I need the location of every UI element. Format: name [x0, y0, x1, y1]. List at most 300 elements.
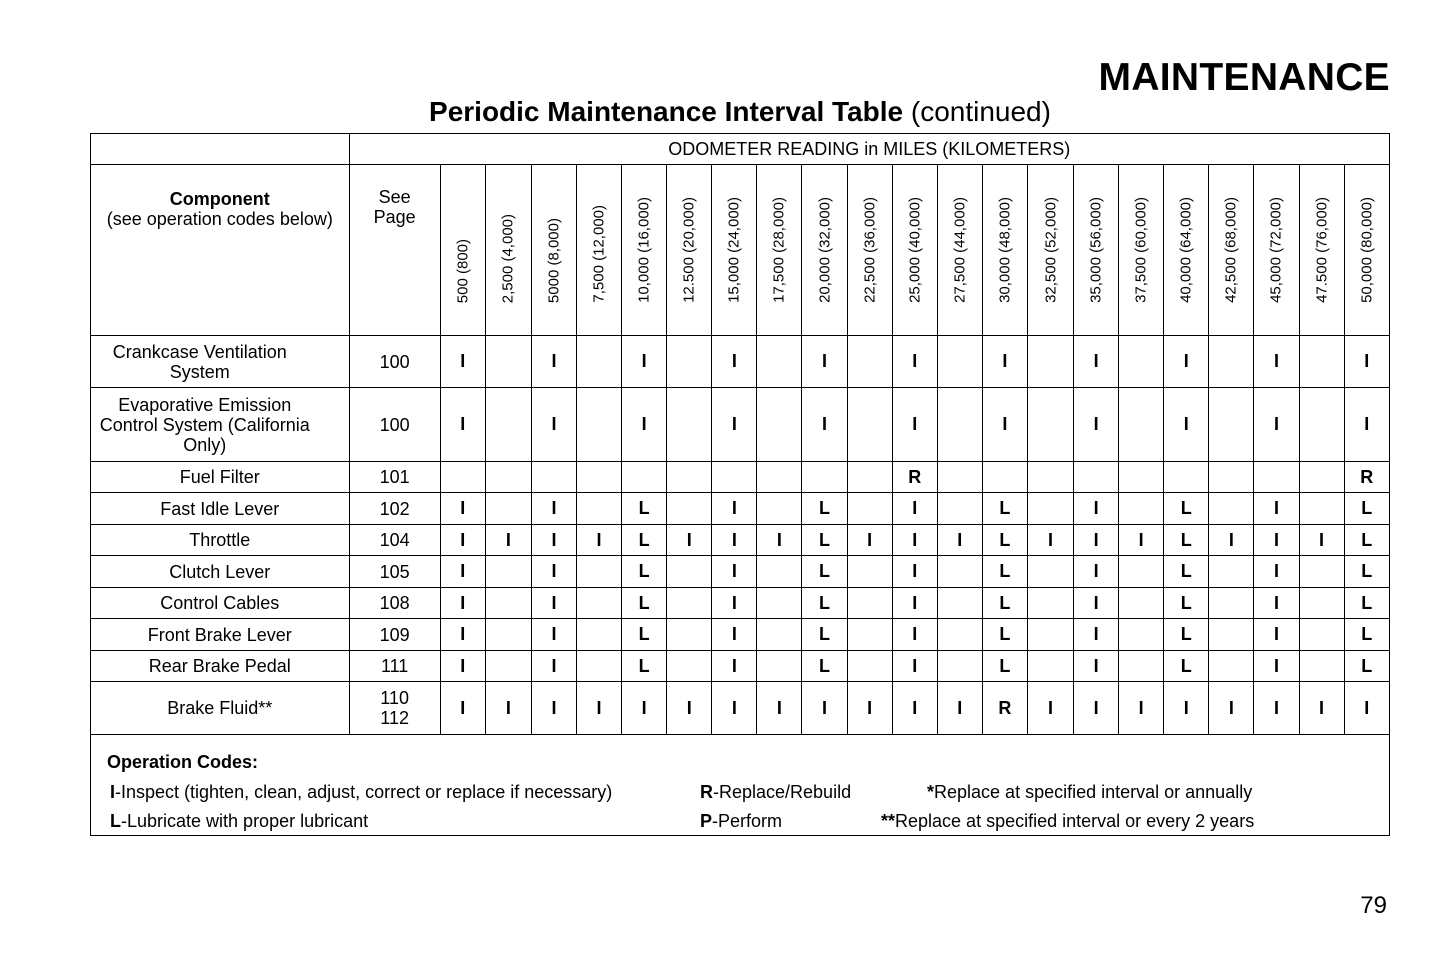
interval-mark-cell: L: [1164, 588, 1209, 619]
interval-mark-cell: [1119, 388, 1164, 462]
see-page-cell: [349, 493, 440, 525]
interval-header: [485, 165, 531, 336]
table-row: [91, 588, 1390, 619]
interval-mark-cell: I: [1074, 588, 1119, 619]
see-page-value: 100: [379, 351, 410, 372]
interval-label: 20,000 (32,000): [816, 197, 834, 303]
component-cell: Fuel Filter: [91, 462, 350, 493]
interval-header: [1299, 165, 1344, 336]
interval-label: 7,500 (12,000): [590, 205, 608, 303]
interval-mark-cell: [1209, 493, 1254, 525]
interval-mark-cell: I: [712, 651, 757, 682]
interval-mark-cell: L: [802, 493, 847, 525]
interval-mark-cell: I: [847, 525, 892, 556]
interval-mark-cell: [1119, 462, 1164, 493]
interval-mark-cell: I: [531, 336, 576, 388]
interval-mark-cell: [1027, 462, 1073, 493]
interval-mark-cell: [577, 462, 622, 493]
table-row: [91, 682, 1390, 735]
interval-mark-cell: R: [892, 462, 937, 493]
interval-mark-cell: I: [440, 619, 485, 651]
interval-mark-cell: I: [1254, 336, 1299, 388]
odometer-reading-header: ODOMETER READING in MILES (KILOMETERS): [349, 134, 1389, 165]
interval-mark-cell: I: [1027, 525, 1073, 556]
see-page-value: 101: [379, 467, 410, 487]
interval-mark-cell: I: [892, 588, 937, 619]
component-header-note: (see operation codes below): [106, 209, 333, 229]
interval-mark-cell: I: [531, 556, 576, 588]
interval-mark-cell: I: [712, 588, 757, 619]
interval-mark-cell: I: [1119, 682, 1164, 735]
interval-mark-cell: I: [892, 336, 937, 388]
component-cell: Rear Brake Pedal: [91, 651, 350, 682]
interval-label: 2,500 (4,000): [499, 213, 517, 303]
interval-mark-cell: I: [1254, 493, 1299, 525]
interval-mark-cell: L: [982, 556, 1027, 588]
component-column-header: [91, 165, 350, 336]
interval-mark-cell: I: [847, 682, 892, 735]
interval-mark-cell: [577, 619, 622, 651]
operation-codes-cell: [91, 735, 1390, 836]
interval-mark-cell: L: [802, 651, 847, 682]
interval-mark-cell: [485, 619, 531, 651]
interval-mark-cell: L: [1344, 556, 1389, 588]
interval-mark-cell: I: [892, 493, 937, 525]
interval-mark-cell: [667, 651, 712, 682]
interval-label: 35,000 (56,000): [1087, 197, 1105, 303]
see-page-value: 110 112: [380, 688, 409, 728]
interval-mark-cell: [712, 462, 757, 493]
table-row: [91, 336, 1390, 388]
interval-header: [1119, 165, 1164, 336]
interval-mark-cell: [1254, 462, 1299, 493]
interval-mark-cell: [937, 336, 982, 388]
see-page-cell: [349, 525, 440, 556]
interval-mark-cell: [667, 388, 712, 462]
interval-mark-cell: [1299, 336, 1344, 388]
interval-mark-cell: [1027, 336, 1073, 388]
interval-mark-cell: I: [531, 388, 576, 462]
component-cell: Evaporative Emission Control System (California Only): [91, 388, 350, 462]
interval-mark-cell: [577, 588, 622, 619]
interval-header: [802, 165, 847, 336]
interval-label: 500 (800): [454, 238, 472, 303]
interval-mark-cell: L: [1344, 619, 1389, 651]
interval-mark-cell: R: [982, 682, 1027, 735]
see-page-value: 100: [379, 414, 410, 435]
interval-mark-cell: [1119, 336, 1164, 388]
interval-mark-cell: [577, 651, 622, 682]
interval-mark-cell: [1299, 619, 1344, 651]
interval-mark-cell: [1209, 588, 1254, 619]
interval-mark-cell: I: [440, 682, 485, 735]
interval-mark-cell: [1119, 588, 1164, 619]
interval-mark-cell: L: [622, 588, 667, 619]
interval-label: 25,000 (40,000): [906, 197, 924, 303]
interval-mark-cell: I: [802, 682, 847, 735]
interval-mark-cell: I: [1119, 525, 1164, 556]
component-cell: Crankcase Ventilation System: [91, 336, 350, 388]
code-biennial-replace: **Replace at specified interval or every 2 years: [881, 811, 1255, 831]
interval-mark-cell: I: [531, 525, 576, 556]
interval-mark-cell: I: [892, 556, 937, 588]
interval-mark-cell: L: [1164, 651, 1209, 682]
interval-mark-cell: [1027, 619, 1073, 651]
see-page-cell: [349, 619, 440, 651]
interval-mark-cell: [1299, 388, 1344, 462]
interval-mark-cell: [1164, 462, 1209, 493]
interval-mark-cell: I: [1299, 525, 1344, 556]
interval-header: [757, 165, 802, 336]
interval-mark-cell: I: [1209, 525, 1254, 556]
interval-mark-cell: I: [712, 682, 757, 735]
interval-header: [667, 165, 712, 336]
interval-mark-cell: I: [1074, 525, 1119, 556]
interval-mark-cell: [847, 619, 892, 651]
table-row: [91, 462, 1390, 493]
table-row: [91, 556, 1390, 588]
interval-mark-cell: I: [1254, 556, 1299, 588]
operation-codes-title: Operation Codes:: [107, 752, 259, 772]
interval-mark-cell: [1209, 462, 1254, 493]
interval-mark-cell: I: [440, 525, 485, 556]
interval-mark-cell: [485, 556, 531, 588]
interval-header: [1254, 165, 1299, 336]
interval-mark-cell: I: [712, 556, 757, 588]
table-row: [91, 619, 1390, 651]
table-title-bold: Periodic Maintenance Interval Table: [429, 96, 904, 127]
interval-mark-cell: [847, 462, 892, 493]
interval-mark-cell: [485, 388, 531, 462]
see-page-label: See Page: [373, 187, 416, 227]
table-row: [91, 525, 1390, 556]
interval-mark-cell: I: [892, 525, 937, 556]
interval-label: 50,000 (80,000): [1358, 197, 1376, 303]
component-cell: Front Brake Lever: [91, 619, 350, 651]
interval-mark-cell: L: [982, 619, 1027, 651]
interval-mark-cell: [1119, 651, 1164, 682]
interval-mark-cell: L: [802, 556, 847, 588]
interval-label: 27,500 (44,000): [951, 197, 969, 303]
interval-label: 12.500 (20,000): [680, 197, 698, 303]
interval-mark-cell: I: [531, 619, 576, 651]
interval-mark-cell: I: [1074, 493, 1119, 525]
blank-header-cell: [91, 134, 350, 165]
interval-mark-cell: [1027, 556, 1073, 588]
interval-mark-cell: [485, 336, 531, 388]
interval-mark-cell: I: [712, 525, 757, 556]
interval-header: [622, 165, 667, 336]
interval-header: [712, 165, 757, 336]
interval-label: 47.500 (76,000): [1313, 197, 1331, 303]
interval-mark-cell: I: [757, 525, 802, 556]
interval-mark-cell: I: [1164, 682, 1209, 735]
interval-mark-cell: [757, 388, 802, 462]
component-cell: Throttle: [91, 525, 350, 556]
interval-label: 40,000 (64,000): [1177, 197, 1195, 303]
interval-mark-cell: I: [485, 682, 531, 735]
interval-mark-cell: [1209, 556, 1254, 588]
interval-mark-cell: [937, 588, 982, 619]
interval-mark-cell: [1299, 588, 1344, 619]
interval-mark-cell: I: [1074, 682, 1119, 735]
interval-header: [1209, 165, 1254, 336]
interval-mark-cell: I: [577, 682, 622, 735]
interval-header: [1344, 165, 1389, 336]
interval-mark-cell: I: [802, 388, 847, 462]
interval-mark-cell: I: [622, 682, 667, 735]
interval-mark-cell: I: [622, 336, 667, 388]
interval-mark-cell: I: [892, 388, 937, 462]
interval-mark-cell: L: [1344, 588, 1389, 619]
interval-mark-cell: I: [622, 388, 667, 462]
interval-mark-cell: [847, 651, 892, 682]
interval-mark-cell: L: [622, 556, 667, 588]
table-body: [91, 336, 1390, 735]
interval-mark-cell: [937, 388, 982, 462]
interval-mark-cell: R: [1344, 462, 1389, 493]
interval-mark-cell: L: [622, 651, 667, 682]
interval-mark-cell: I: [1074, 619, 1119, 651]
table-title: [0, 96, 1454, 128]
interval-mark-cell: [937, 619, 982, 651]
see-page-value: 102: [379, 498, 410, 519]
interval-mark-cell: I: [1344, 682, 1389, 735]
see-page-value: 108: [379, 593, 410, 613]
see-page-cell: [349, 336, 440, 388]
interval-mark-cell: [1299, 493, 1344, 525]
table-row: [91, 493, 1390, 525]
interval-mark-cell: [982, 462, 1027, 493]
interval-mark-cell: I: [531, 651, 576, 682]
interval-mark-cell: I: [712, 493, 757, 525]
code-annual-replace: *Replace at specified interval or annually: [927, 782, 1253, 802]
interval-mark-cell: [802, 462, 847, 493]
see-page-cell: [349, 556, 440, 588]
interval-mark-cell: [1027, 651, 1073, 682]
interval-header: [1074, 165, 1119, 336]
interval-mark-cell: I: [712, 619, 757, 651]
interval-mark-cell: I: [1074, 336, 1119, 388]
interval-mark-cell: [1299, 556, 1344, 588]
interval-mark-cell: I: [440, 556, 485, 588]
see-page-value: 105: [379, 561, 410, 582]
see-page-cell: [349, 682, 440, 735]
interval-mark-cell: L: [982, 493, 1027, 525]
interval-mark-cell: I: [757, 682, 802, 735]
interval-mark-cell: I: [440, 388, 485, 462]
interval-mark-cell: I: [1344, 388, 1389, 462]
interval-label: 17,500 (28,000): [770, 197, 788, 303]
interval-header: [1164, 165, 1209, 336]
interval-mark-cell: L: [1164, 493, 1209, 525]
interval-mark-cell: I: [440, 493, 485, 525]
interval-mark-cell: [577, 336, 622, 388]
interval-header: [937, 165, 982, 336]
interval-mark-cell: [1119, 493, 1164, 525]
interval-mark-cell: L: [802, 525, 847, 556]
interval-mark-cell: I: [712, 388, 757, 462]
interval-label: 42,500 (68,000): [1222, 197, 1240, 303]
interval-mark-cell: I: [1074, 388, 1119, 462]
interval-mark-cell: [847, 388, 892, 462]
interval-mark-cell: I: [892, 619, 937, 651]
see-page-value: 111: [380, 656, 409, 676]
interval-mark-cell: [847, 493, 892, 525]
interval-mark-cell: [1209, 336, 1254, 388]
interval-mark-cell: [757, 651, 802, 682]
operation-codes-legend: [91, 735, 1389, 835]
interval-header: [982, 165, 1027, 336]
interval-mark-cell: [757, 462, 802, 493]
see-page-cell: [349, 651, 440, 682]
interval-mark-cell: I: [577, 525, 622, 556]
interval-mark-cell: L: [1164, 619, 1209, 651]
interval-mark-cell: I: [440, 336, 485, 388]
interval-mark-cell: [577, 556, 622, 588]
interval-mark-cell: I: [1164, 388, 1209, 462]
interval-mark-cell: I: [1254, 619, 1299, 651]
interval-mark-cell: [1027, 388, 1073, 462]
interval-mark-cell: L: [982, 588, 1027, 619]
interval-mark-cell: L: [1164, 525, 1209, 556]
table-row: [91, 651, 1390, 682]
interval-mark-cell: I: [892, 682, 937, 735]
interval-mark-cell: [757, 336, 802, 388]
interval-mark-cell: L: [1344, 525, 1389, 556]
see-page-value: 109: [379, 624, 410, 645]
interval-mark-cell: [1299, 462, 1344, 493]
code-lubricate: L-Lubricate with proper lubricant: [110, 811, 369, 831]
interval-mark-cell: [531, 462, 576, 493]
see-page-cell: [349, 388, 440, 462]
interval-mark-cell: [667, 619, 712, 651]
interval-mark-cell: I: [1254, 588, 1299, 619]
interval-mark-cell: I: [1254, 682, 1299, 735]
code-perform: P-Perform: [700, 811, 783, 831]
see-page-cell: [349, 588, 440, 619]
interval-mark-cell: L: [1344, 493, 1389, 525]
interval-mark-cell: [1119, 619, 1164, 651]
interval-header: [440, 165, 485, 336]
interval-mark-cell: [622, 462, 667, 493]
see-page-column-header: [349, 165, 440, 336]
interval-mark-cell: [577, 388, 622, 462]
interval-label: 15,000 (24,000): [725, 197, 743, 303]
interval-mark-cell: [937, 651, 982, 682]
interval-mark-cell: I: [937, 682, 982, 735]
interval-mark-cell: [485, 462, 531, 493]
page-number: 79: [1360, 892, 1387, 919]
interval-mark-cell: [757, 588, 802, 619]
interval-mark-cell: I: [1299, 682, 1344, 735]
interval-mark-cell: I: [982, 388, 1027, 462]
interval-mark-cell: L: [982, 651, 1027, 682]
interval-header: [892, 165, 937, 336]
interval-mark-cell: [667, 493, 712, 525]
interval-mark-cell: I: [802, 336, 847, 388]
interval-mark-cell: [667, 336, 712, 388]
interval-mark-cell: [485, 651, 531, 682]
interval-mark-cell: L: [622, 493, 667, 525]
interval-label: 22,500 (36,000): [861, 197, 879, 303]
interval-label: 37,500 (60,000): [1132, 197, 1150, 303]
interval-mark-cell: [937, 462, 982, 493]
interval-mark-cell: [667, 462, 712, 493]
interval-mark-cell: I: [440, 651, 485, 682]
interval-mark-cell: L: [1164, 556, 1209, 588]
interval-header: [1027, 165, 1073, 336]
interval-mark-cell: [440, 462, 485, 493]
interval-mark-cell: I: [1254, 388, 1299, 462]
maintenance-interval-table: [90, 133, 1390, 836]
interval-mark-cell: I: [667, 682, 712, 735]
see-page-value: 104: [379, 530, 410, 550]
interval-mark-cell: I: [982, 336, 1027, 388]
interval-mark-cell: L: [622, 619, 667, 651]
interval-label: 30,000 (48,000): [996, 197, 1014, 303]
interval-mark-cell: [1119, 556, 1164, 588]
interval-mark-cell: [1299, 651, 1344, 682]
interval-mark-cell: [937, 493, 982, 525]
interval-mark-cell: L: [982, 525, 1027, 556]
interval-mark-cell: [757, 493, 802, 525]
component-header-label: Component: [169, 189, 270, 209]
interval-mark-cell: I: [1164, 336, 1209, 388]
see-page-cell: [349, 462, 440, 493]
interval-mark-cell: [667, 556, 712, 588]
interval-mark-cell: [757, 619, 802, 651]
interval-mark-cell: I: [1074, 651, 1119, 682]
interval-mark-cell: L: [622, 525, 667, 556]
interval-mark-cell: I: [531, 493, 576, 525]
interval-mark-cell: [1074, 462, 1119, 493]
interval-mark-cell: [937, 556, 982, 588]
component-cell: Brake Fluid**: [91, 682, 350, 735]
table-title-suffix: (continued): [910, 96, 1051, 127]
interval-header: [531, 165, 576, 336]
interval-mark-cell: I: [1254, 651, 1299, 682]
interval-mark-cell: [757, 556, 802, 588]
section-title: MAINTENANCE: [1098, 56, 1390, 99]
component-cell: Fast Idle Lever: [91, 493, 350, 525]
interval-mark-cell: [485, 493, 531, 525]
component-cell: Clutch Lever: [91, 556, 350, 588]
interval-label: 10,000 (16,000): [635, 197, 653, 303]
interval-label: 5000 (8,000): [545, 217, 563, 303]
interval-mark-cell: [1209, 651, 1254, 682]
interval-header: [577, 165, 622, 336]
interval-mark-cell: I: [712, 336, 757, 388]
interval-mark-cell: I: [1027, 682, 1073, 735]
interval-mark-cell: L: [802, 588, 847, 619]
interval-mark-cell: I: [1344, 336, 1389, 388]
interval-header: [847, 165, 892, 336]
interval-mark-cell: I: [1209, 682, 1254, 735]
interval-mark-cell: I: [485, 525, 531, 556]
code-inspect: I-Inspect (tighten, clean, adjust, correct or replace if necessary): [110, 782, 613, 802]
interval-mark-cell: [577, 493, 622, 525]
interval-label: 45,000 (72,000): [1267, 197, 1285, 303]
interval-mark-cell: [847, 556, 892, 588]
interval-mark-cell: I: [1254, 525, 1299, 556]
interval-mark-cell: I: [531, 682, 576, 735]
interval-mark-cell: I: [440, 588, 485, 619]
interval-mark-cell: I: [531, 588, 576, 619]
component-cell: Control Cables: [91, 588, 350, 619]
interval-label: 32,500 (52,000): [1042, 197, 1059, 303]
code-replace-rebuild: R-Replace/Rebuild: [700, 782, 852, 802]
